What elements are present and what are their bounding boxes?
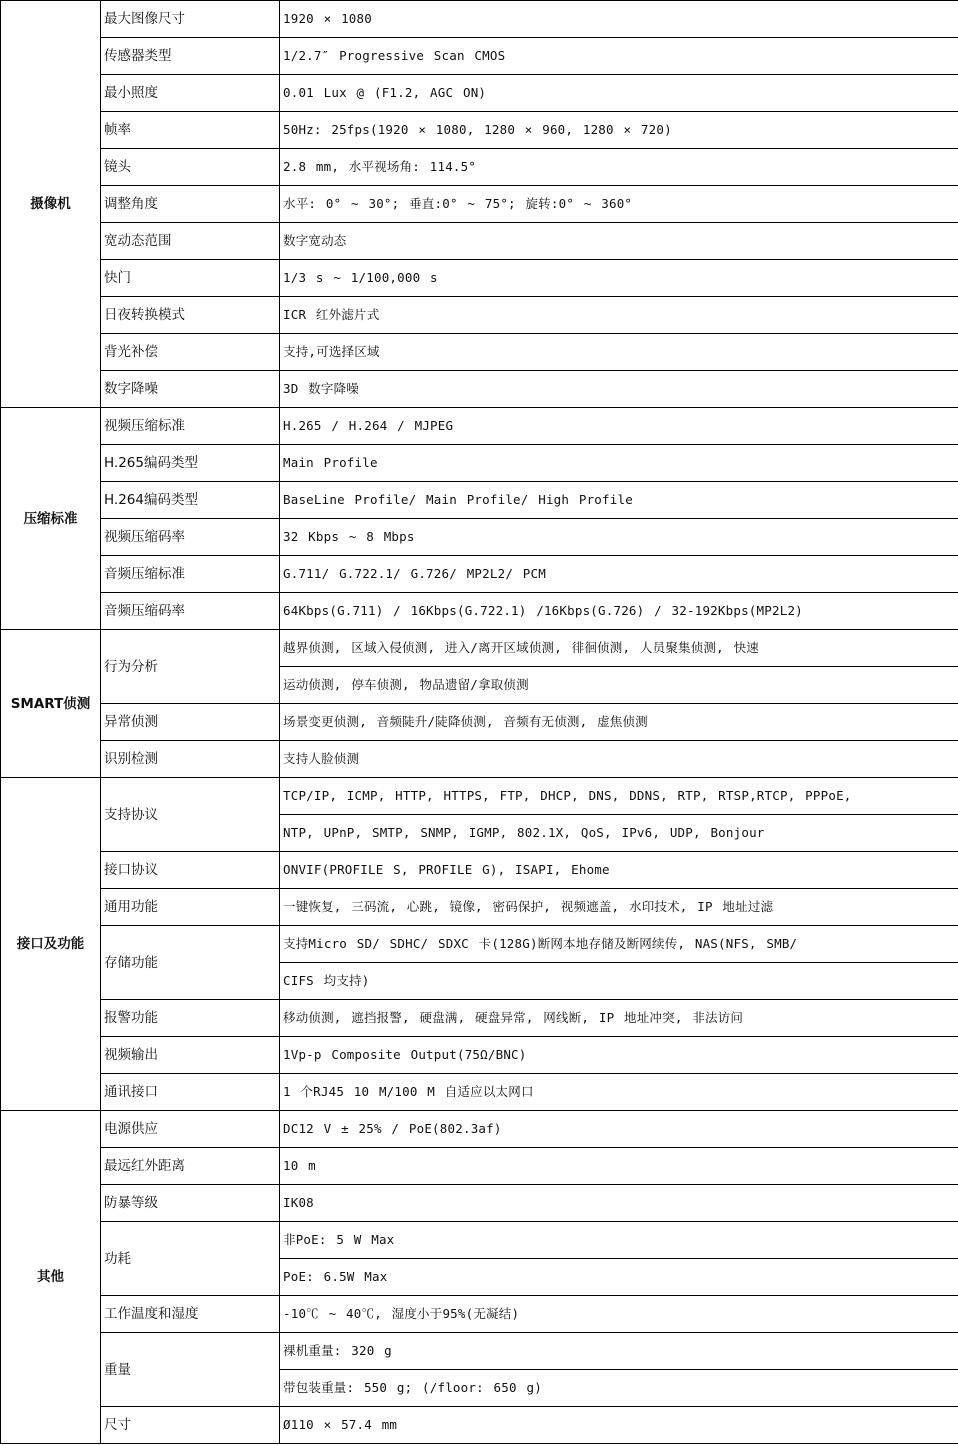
spec-value: DC12 V ± 25% / PoE(802.3af) <box>280 1111 958 1148</box>
spec-label: 工作温度和湿度 <box>101 1296 280 1333</box>
spec-label: 视频压缩码率 <box>101 519 280 556</box>
spec-label: 帧率 <box>101 112 280 149</box>
spec-label: 最大图像尺寸 <box>101 1 280 38</box>
spec-row <box>1 1074 958 1111</box>
spec-row <box>1 1037 958 1074</box>
spec-label: 电源供应 <box>101 1111 280 1148</box>
section-title: 其他 <box>1 1111 101 1444</box>
spec-row <box>1 1407 958 1444</box>
spec-value: 运动侦测, 停车侦测, 物品遗留/拿取侦测 <box>280 667 958 704</box>
spec-label: 通讯接口 <box>101 1074 280 1111</box>
spec-value: 裸机重量: 320 g <box>280 1333 958 1370</box>
spec-value: 1Vp-p Composite Output(75Ω/BNC) <box>280 1037 958 1074</box>
spec-label: 视频压缩标准 <box>101 408 280 445</box>
spec-label: 镜头 <box>101 149 280 186</box>
spec-value: NTP, UPnP, SMTP, SNMP, IGMP, 802.1X, QoS, IPv6, UDP, Bonjour <box>280 815 958 852</box>
spec-row <box>1 1 958 38</box>
spec-value: 1/2.7″ Progressive Scan CMOS <box>280 38 958 75</box>
spec-label: 最远红外距离 <box>101 1148 280 1185</box>
spec-table-body <box>1 1 958 1444</box>
spec-value: 50Hz: 25fps(1920 × 1080, 1280 × 960, 1280 × 720) <box>280 112 958 149</box>
spec-value: 支持人脸侦测 <box>280 741 958 778</box>
spec-row <box>1 926 958 963</box>
spec-label: 防暴等级 <box>101 1185 280 1222</box>
spec-row <box>1 1296 958 1333</box>
spec-label: 识别检测 <box>101 741 280 778</box>
spec-value: 支持,可选择区域 <box>280 334 958 371</box>
spec-value: G.711/ G.722.1/ G.726/ MP2L2/ PCM <box>280 556 958 593</box>
spec-label: 调整角度 <box>101 186 280 223</box>
spec-value: -10℃ ~ 40℃, 湿度小于95%(无凝结) <box>280 1296 958 1333</box>
spec-row <box>1 519 958 556</box>
spec-row <box>1 704 958 741</box>
spec-label: 音频压缩码率 <box>101 593 280 630</box>
spec-value: 带包装重量: 550 g; (/floor: 650 g) <box>280 1370 958 1407</box>
spec-value: IK08 <box>280 1185 958 1222</box>
spec-label: 存储功能 <box>101 926 280 1000</box>
spec-value: 1 个RJ45 10 M/100 M 自适应以太网口 <box>280 1074 958 1111</box>
spec-value: PoE: 6.5W Max <box>280 1259 958 1296</box>
spec-row <box>1 408 958 445</box>
spec-row <box>1 186 958 223</box>
spec-label: 视频输出 <box>101 1037 280 1074</box>
section-title: 压缩标准 <box>1 408 101 630</box>
spec-label: 重量 <box>101 1333 280 1407</box>
spec-label: 报警功能 <box>101 1000 280 1037</box>
spec-label: 数字降噪 <box>101 371 280 408</box>
spec-label: 尺寸 <box>101 1407 280 1444</box>
spec-row <box>1 260 958 297</box>
spec-row <box>1 223 958 260</box>
spec-row <box>1 112 958 149</box>
spec-label: H.264编码类型 <box>101 482 280 519</box>
spec-label: 通用功能 <box>101 889 280 926</box>
spec-label: 接口协议 <box>101 852 280 889</box>
spec-value: ONVIF(PROFILE S, PROFILE G), ISAPI, Ehome <box>280 852 958 889</box>
spec-label: 日夜转换模式 <box>101 297 280 334</box>
spec-label: 传感器类型 <box>101 38 280 75</box>
spec-value: Main Profile <box>280 445 958 482</box>
spec-value: 支持Micro SD/ SDHC/ SDXC 卡(128G)断网本地存储及断网续传, NAS(NFS, SMB/ <box>280 926 958 963</box>
spec-row <box>1 1333 958 1370</box>
spec-row <box>1 1222 958 1259</box>
spec-value: 水平: 0° ~ 30°; 垂直:0° ~ 75°; 旋转:0° ~ 360° <box>280 186 958 223</box>
spec-row <box>1 75 958 112</box>
spec-value: 非PoE: 5 W Max <box>280 1222 958 1259</box>
spec-value: 一键恢复, 三码流, 心跳, 镜像, 密码保护, 视频遮盖, 水印技术, IP 地址过滤 <box>280 889 958 926</box>
spec-value: 1/3 s ~ 1/100,000 s <box>280 260 958 297</box>
section-title: 摄像机 <box>1 1 101 408</box>
spec-value: 0.01 Lux @ (F1.2, AGC ON) <box>280 75 958 112</box>
spec-value: 数字宽动态 <box>280 223 958 260</box>
spec-row <box>1 38 958 75</box>
spec-row <box>1 482 958 519</box>
spec-value: 1920 × 1080 <box>280 1 958 38</box>
spec-row <box>1 1111 958 1148</box>
spec-value: 移动侦测, 遮挡报警, 硬盘满, 硬盘异常, 网线断, IP 地址冲突, 非法访问 <box>280 1000 958 1037</box>
spec-row <box>1 556 958 593</box>
spec-row <box>1 297 958 334</box>
spec-row <box>1 149 958 186</box>
spec-value: 场景变更侦测, 音频陡升/陡降侦测, 音频有无侦测, 虚焦侦测 <box>280 704 958 741</box>
spec-value: H.265 / H.264 / MJPEG <box>280 408 958 445</box>
spec-row <box>1 1148 958 1185</box>
spec-label: 功耗 <box>101 1222 280 1296</box>
spec-value: CIFS 均支持) <box>280 963 958 1000</box>
section-title: 接口及功能 <box>1 778 101 1111</box>
spec-label: 最小照度 <box>101 75 280 112</box>
spec-value: 32 Kbps ~ 8 Mbps <box>280 519 958 556</box>
spec-row <box>1 778 958 815</box>
spec-value: BaseLine Profile/ Main Profile/ High Profile <box>280 482 958 519</box>
spec-label: 音频压缩标准 <box>101 556 280 593</box>
spec-label: 支持协议 <box>101 778 280 852</box>
spec-value: 3D 数字降噪 <box>280 371 958 408</box>
spec-row <box>1 852 958 889</box>
spec-value: Ø110 × 57.4 mm <box>280 1407 958 1444</box>
spec-label: 宽动态范围 <box>101 223 280 260</box>
spec-value: TCP/IP, ICMP, HTTP, HTTPS, FTP, DHCP, DNS, DDNS, RTP, RTSP,RTCP, PPPoE, <box>280 778 958 815</box>
spec-row <box>1 741 958 778</box>
spec-label: 行为分析 <box>101 630 280 704</box>
spec-value: 10 m <box>280 1148 958 1185</box>
spec-row <box>1 371 958 408</box>
spec-label: H.265编码类型 <box>101 445 280 482</box>
spec-row <box>1 1185 958 1222</box>
spec-value: ICR 红外滤片式 <box>280 297 958 334</box>
spec-row <box>1 889 958 926</box>
section-title: SMART侦测 <box>1 630 101 778</box>
spec-value: 越界侦测, 区域入侵侦测, 进入/离开区域侦测, 徘徊侦测, 人员聚集侦测, 快速 <box>280 630 958 667</box>
spec-value: 64Kbps(G.711) / 16Kbps(G.722.1) /16Kbps(G.726) / 32-192Kbps(MP2L2) <box>280 593 958 630</box>
spec-row <box>1 1000 958 1037</box>
spec-label: 快门 <box>101 260 280 297</box>
spec-label: 异常侦测 <box>101 704 280 741</box>
spec-value: 2.8 mm, 水平视场角: 114.5° <box>280 149 958 186</box>
spec-row <box>1 593 958 630</box>
spec-label: 背光补偿 <box>101 334 280 371</box>
spec-row <box>1 630 958 667</box>
spec-row <box>1 445 958 482</box>
spec-row <box>1 334 958 371</box>
